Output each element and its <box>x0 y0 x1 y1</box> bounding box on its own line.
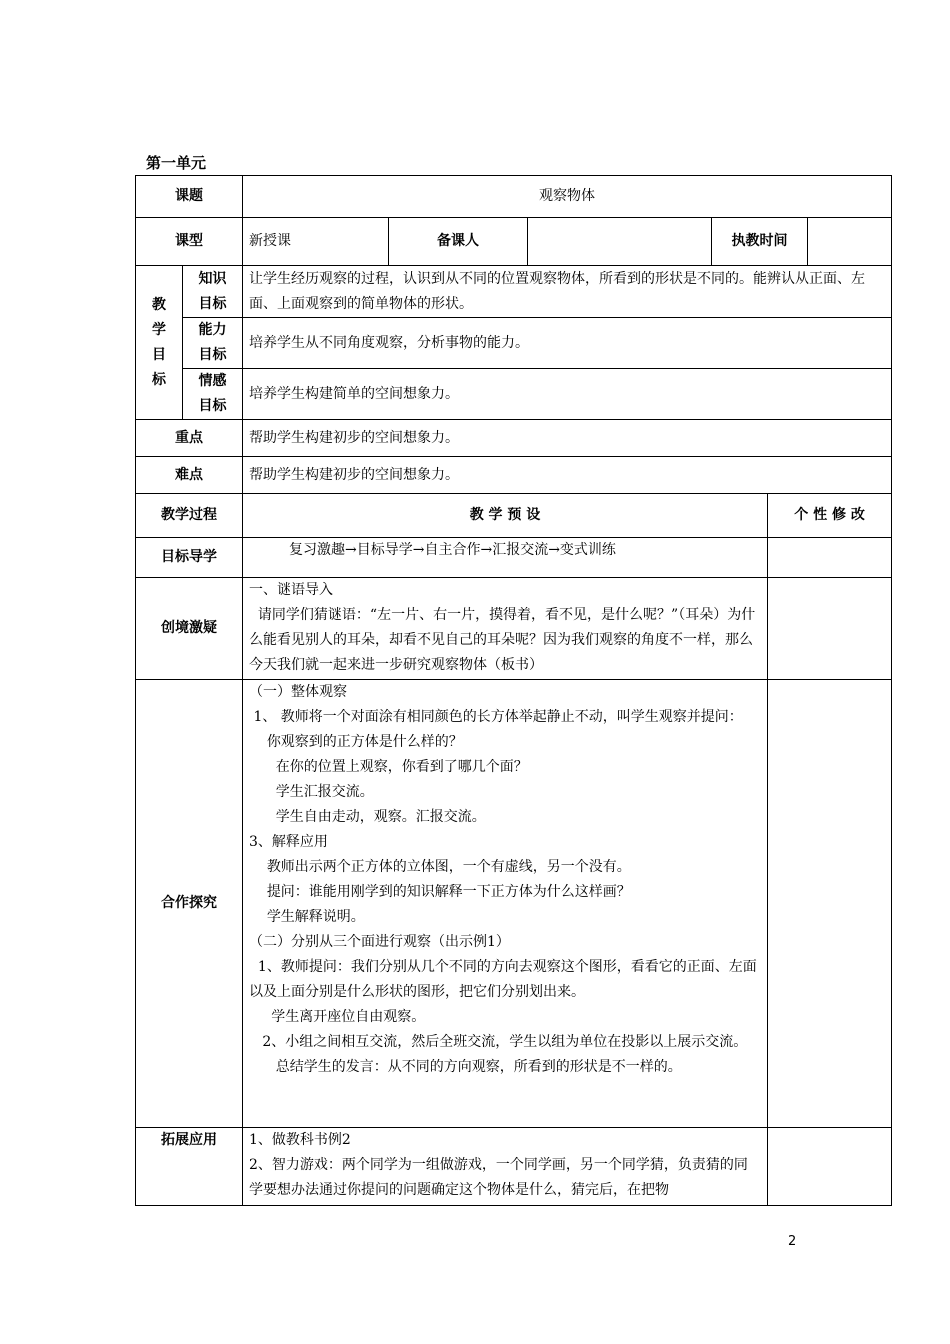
key-point-row <box>136 420 892 457</box>
cooperation-line: 教师出示两个正方体的立体图，一个有虚线，另一个没有。 <box>249 859 631 875</box>
guide-text: 复习激趣→目标导学→自主合作→汇报交流→变式训练 <box>243 538 768 578</box>
modify-header: 个 性 修 改 <box>768 494 892 538</box>
goals-char: 标 <box>152 371 166 388</box>
cooperation-line: 2、小组之间相互交流，然后全班交流，学生以组为单位在投影以上展示交流。 <box>249 1034 748 1050</box>
ability-goal-label-line2: 目标 <box>198 347 227 363</box>
key-point-text: 帮助学生构建初步的空间想象力。 <box>243 420 892 457</box>
teaching-time-value <box>808 218 892 266</box>
topic-row <box>136 176 892 218</box>
cooperation-row <box>136 680 892 1128</box>
cooperation-line: 你观察到的正方体是什么样的？ <box>249 734 463 750</box>
lesson-type-value: 新授课 <box>243 218 389 266</box>
teaching-time-label: 执教时间 <box>712 218 808 266</box>
cooperation-line: 学生解释说明。 <box>249 909 365 925</box>
ability-goal-row <box>136 318 892 369</box>
cooperation-line: 3、解释应用 <box>249 834 328 850</box>
process-label: 教学过程 <box>136 494 243 538</box>
emotion-goal-label <box>183 369 243 420</box>
cooperation-label: 合作探究 <box>136 680 243 1128</box>
ability-goal-text: 培养学生从不同角度观察，分析事物的能力。 <box>243 318 892 369</box>
emotion-goal-label-line2: 目标 <box>198 398 227 414</box>
lesson-plan-table <box>135 175 892 1206</box>
cooperation-line: 学生汇报交流。 <box>249 784 374 800</box>
difficulty-row <box>136 457 892 494</box>
knowledge-goal-label-line1: 知识 <box>198 270 227 287</box>
extension-modify-cell <box>768 1128 892 1206</box>
scenario-content <box>243 578 768 680</box>
knowledge-goal-row <box>136 266 892 318</box>
guide-row <box>136 538 892 578</box>
topic-value: 观察物体 <box>243 176 892 218</box>
knowledge-goal-text: 让学生经历观察的过程，认识到从不同的位置观察物体，所看到的形状是不同的。能辨认从正面、左面、上面观察到的简单物体的形状。 <box>243 266 892 318</box>
guide-label: 目标导学 <box>136 538 243 578</box>
lesson-type-row <box>136 218 892 266</box>
difficulty-text: 帮助学生构建初步的空间想象力。 <box>243 457 892 494</box>
emotion-goal-text: 培养学生构建简单的空间想象力。 <box>243 369 892 420</box>
extension-label: 拓展应用 <box>136 1128 243 1206</box>
cooperation-line: 1、教师提问：我们分别从几个不同的方向去观察这个图形，看看它的正面、左面以及上面分别是什么形状的图形，把它们分别划出来。 <box>249 959 757 1000</box>
guide-modify-cell <box>768 538 892 578</box>
cooperation-content <box>243 680 768 1128</box>
cooperation-line: 学生离开座位自由观察。 <box>249 1009 426 1025</box>
extension-row <box>136 1128 892 1206</box>
ability-goal-label-line1: 能力 <box>198 322 227 338</box>
process-header-row <box>136 494 892 538</box>
knowledge-goal-label-line2: 目标 <box>198 295 227 312</box>
scenario-line: 一、谜语导入 <box>249 582 333 598</box>
scenario-row <box>136 578 892 680</box>
teaching-goals-label <box>136 266 183 420</box>
key-point-label: 重点 <box>136 420 243 457</box>
scenario-modify-cell <box>768 578 892 680</box>
difficulty-label: 难点 <box>136 457 243 494</box>
page-number: 2 <box>788 1234 797 1249</box>
cooperation-line: （一）整体观察 <box>249 684 347 700</box>
emotion-goal-row <box>136 369 892 420</box>
unit-title: 第一单元 <box>146 154 207 172</box>
preparer-value <box>528 218 712 266</box>
plan-header: 教 学 预 设 <box>243 494 768 538</box>
extension-line: 1、做教科书例2 <box>249 1132 351 1148</box>
cooperation-line: 在你的位置上观察，你看到了哪几个面？ <box>249 759 528 775</box>
cooperation-line: 学生自由走动，观察。汇报交流。 <box>249 809 486 825</box>
cooperation-modify-cell <box>768 680 892 1128</box>
extension-content <box>243 1128 768 1206</box>
scenario-line: 请同学们猜谜语：“左一片、右一片，摸得着，看不见，是什么呢？”（耳朵）为什么能看见别人的耳朵，却看不见自己的耳朵呢？因为我们观察的角度不一样，那么今天我们就一起来进一步研究观察物体（板书） <box>249 607 756 673</box>
knowledge-goal-label <box>183 266 243 318</box>
topic-label: 课题 <box>136 176 243 218</box>
emotion-goal-label-line1: 情感 <box>198 373 227 389</box>
scenario-label: 创境激疑 <box>136 578 243 680</box>
goals-char: 教 <box>152 296 166 313</box>
goals-char: 目 <box>152 346 166 363</box>
ability-goal-label <box>183 318 243 369</box>
cooperation-line: 提问：谁能用刚学到的知识解释一下正方体为什么这样画？ <box>249 884 631 900</box>
preparer-label: 备课人 <box>389 218 528 266</box>
cooperation-line: （二）分别从三个面进行观察（出示例1） <box>249 934 510 950</box>
goals-char: 学 <box>152 321 166 338</box>
extension-line: 2、智力游戏：两个同学为一组做游戏，一个同学画，另一个同学猜，负责猜的同学要想办法通过你提问的问题确定这个物体是什么，猜完后，在把物 <box>249 1157 748 1198</box>
lesson-type-label: 课型 <box>136 218 243 266</box>
cooperation-line: 总结学生的发言：从不同的方向观察，所看到的形状是不一样的。 <box>249 1059 682 1075</box>
cooperation-line: 1、 教师将一个对面涂有相同颜色的长方体举起静止不动，叫学生观察并提问： <box>249 709 743 725</box>
